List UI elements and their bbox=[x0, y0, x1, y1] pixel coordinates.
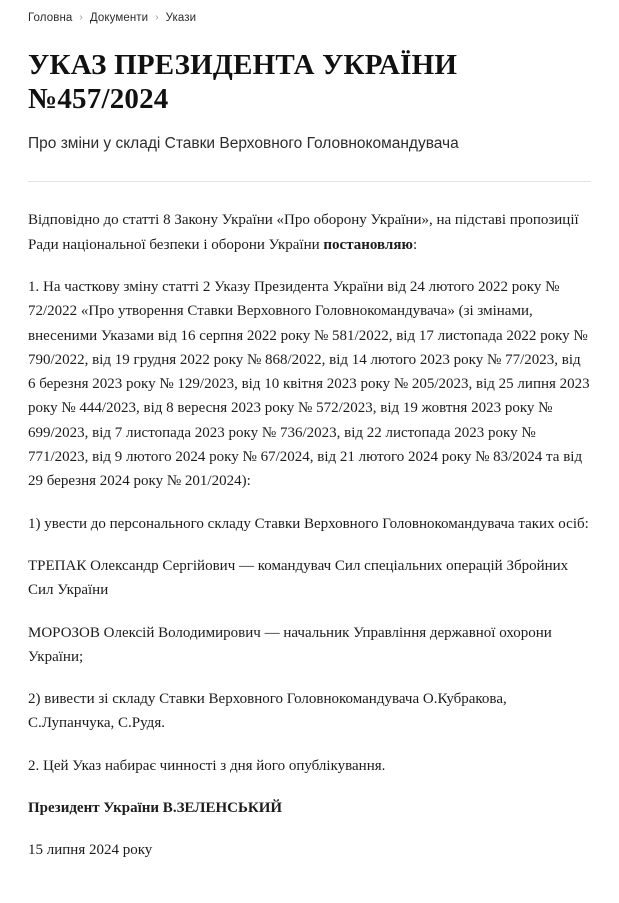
intro-keyword: постановляю bbox=[323, 236, 413, 253]
breadcrumb-separator-icon: › bbox=[155, 12, 159, 23]
breadcrumb-item-documents[interactable]: Документи bbox=[89, 12, 149, 24]
page-subtitle: Про зміни у складі Ставки Верховного Головнокомандувача bbox=[28, 135, 459, 153]
document-body bbox=[28, 182, 591, 902]
document-date: 15 липня 2024 року bbox=[28, 842, 153, 859]
breadcrumb bbox=[28, 0, 591, 30]
breadcrumb-separator-icon: › bbox=[79, 12, 83, 23]
paragraph-1: 1. На часткову зміну статті 2 Указу Президента України від 24 лютого 2022 року № 72/2022 «Про утворення Ставки Верховного Головнокомандувача» (зі змінами, внесеними Указами від 16 серпня 2022 року № 581/2022, від 17 листопада 2022 року № 790/2022, від 19 грудня 2022 року № 868/2022, від 14 лютого 2023 року № 77/2023, від 6 березня 2023 року № 129/2023, від 10 квітня 2023 року № 205/2023, від 25 липня 2023 року № 444/2023, від 8 вересня 2023 року № 572/2023, від 19 жовтня 2023 року № 699/2023, від 7 листопада 2023 року № 736/2023, від 22 листопада 2023 року № 771/2023, від 9 лютого 2024 року № 67/2024, від 21 лютого 2024 року № 83/2024 та від 29 березня 2024 року № 201/2024): bbox=[28, 278, 590, 490]
signature: Президент України В.ЗЕЛЕНСЬКИЙ bbox=[28, 800, 283, 816]
intro-lead-text: Відповідно до статті 8 Закону України «Про оборону України», на підставі пропозиції Ради національної безпеки і оборони України bbox=[28, 212, 579, 253]
breadcrumb-item-home[interactable]: Головна bbox=[28, 12, 73, 24]
paragraph-3: ТРЕПАК Олександр Сергійович — командувач Сил спеціальних операцій Збройних Сил України bbox=[28, 557, 569, 599]
paragraph-5: 2) вивести зі складу Ставки Верховного Головнокомандувача О.Кубракова, С.Лупанчука, С.Рудя. bbox=[28, 691, 507, 732]
paragraph-6: 2. Цей Указ набирає чинності з дня його опублікування. bbox=[28, 757, 386, 774]
breadcrumb-item-decrees[interactable]: Укази bbox=[165, 12, 197, 24]
intro-tail-text: : bbox=[412, 236, 418, 253]
page-title: УКАЗ ПРЕЗИДЕНТА УКРАЇНИ №457/2024 bbox=[28, 49, 458, 116]
paragraph-intro bbox=[28, 208, 591, 257]
paragraph-4: МОРОЗОВ Олексій Володимирович — начальник Управління державної охорони України; bbox=[28, 624, 552, 665]
paragraph-2: 1) увести до персонального складу Ставки Верховного Головнокомандувача таких осіб: bbox=[28, 515, 589, 532]
